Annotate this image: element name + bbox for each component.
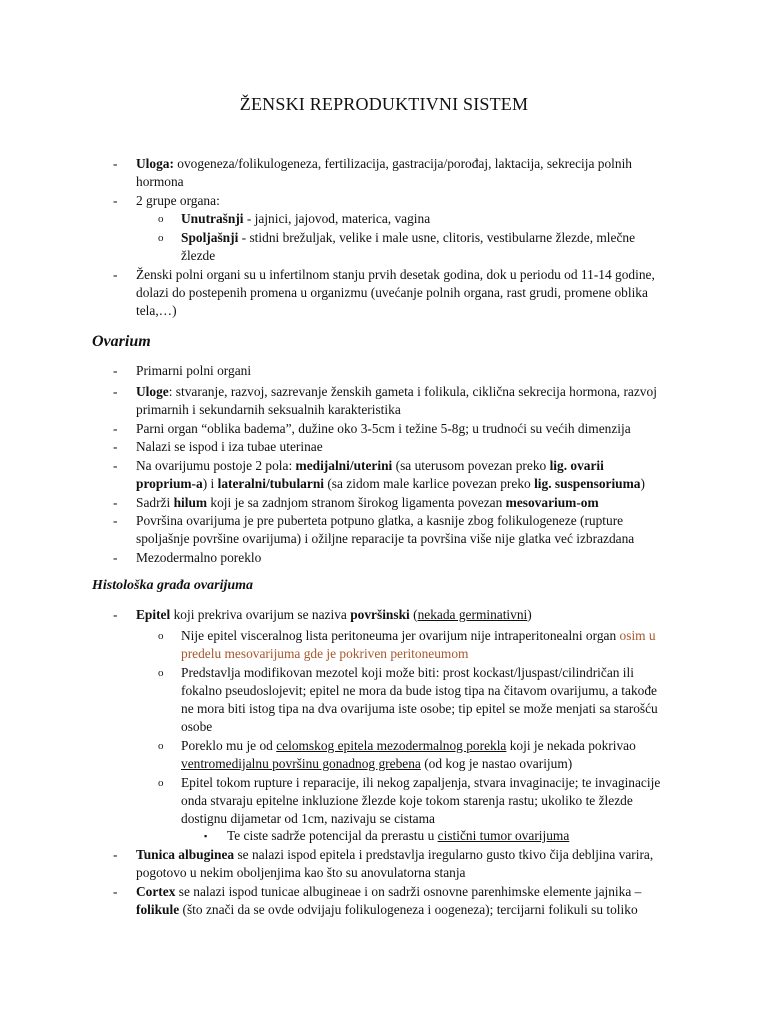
text-line: spoljašnje površine ovarijuma) i ožiljne reparacije ta površina više nije glatka već izbrazdana <box>136 531 635 546</box>
dash-bullet: - <box>113 550 118 565</box>
bold-term: površinski <box>350 607 410 622</box>
circle-bullet: o <box>158 667 164 679</box>
bold-term: lateralni/tubularni <box>217 476 324 491</box>
text-segment: Poreklo mu je od <box>181 738 277 753</box>
text-line: žlezde <box>181 248 216 263</box>
bold-term: Unutrašnji <box>181 211 244 226</box>
text-line: Ženski polni organi su u infertilnom stanju prvih desetak godina, dok u periodu od 11-14 godine, <box>136 267 655 282</box>
text-segment: - jajnici, jajovod, materica, vagina <box>243 211 431 226</box>
bold-term: folikule <box>136 902 180 917</box>
underlined-text: cistični tumor ovarijuma <box>437 828 570 843</box>
text-line: Površina ovarijuma je pre puberteta potpuno glatka, a kasnije zbog folikulogeneze (rupture <box>136 513 624 528</box>
bold-term: Spoljašnji <box>181 230 239 245</box>
text-line: Primarni polni organi <box>136 363 252 378</box>
section-heading-histology: Histološka građa ovarijuma <box>92 578 254 593</box>
cortex-line-2 <box>136 901 638 919</box>
bold-term: Tunica albuginea <box>136 847 235 862</box>
text-segment: (što znači da se ovde odvijaju folikulogeneza i oogeneza); tercijarni folikuli su toliko <box>179 902 638 917</box>
text-line: dolazi do postepenih promena u organizmu (uvećanje polnih organa, rast grudi, promene oblika <box>136 285 648 300</box>
text-segment: ) <box>640 476 645 491</box>
underlined-text: celomskog epitela mezodermalnog porekla <box>276 738 507 753</box>
circle-bullet: o <box>158 213 164 225</box>
bold-term: Uloga: <box>136 156 174 171</box>
bold-term: proprium-a <box>136 476 203 491</box>
dash-bullet: - <box>113 267 118 282</box>
text-segment: Na ovarijumu postoje 2 pola: <box>136 458 296 473</box>
uloge-line <box>136 383 657 401</box>
text-line: Mezodermalno poreklo <box>136 550 262 565</box>
text-line: ne mora biti istog tipa na dva ovarijuma iste osobe; tip epitel se može menjati sa starošću <box>181 701 658 716</box>
bold-term: lig. ovarii <box>549 458 604 473</box>
text-line: Parni organ “oblika badema”, dužine oko 3-5cm i težine 5-8g; u trudnoći su većih dimenzija <box>136 421 631 436</box>
text-segment: Te ciste sadrže potencijal da prerastu u <box>227 828 438 843</box>
text-segment: (sa zidom male karlice povezan preko <box>324 476 535 491</box>
origin-line-2 <box>181 755 572 773</box>
cyst-line <box>227 827 569 845</box>
text-line: onda stvaraju epitelne inkluzione žlezde koje tokom starenja rastu; ukoliko te žlezde <box>181 793 633 808</box>
text-line: Predstavlja modifikovan mezotel koji može biti: prost kockast/ljuspast/cilindričan ili <box>181 665 634 680</box>
text-segment: Nije epitel visceralnog lista peritoneuma jer ovarijum nije intraperitonealni organ <box>181 628 620 643</box>
text-segment: ( <box>409 607 418 622</box>
text-line: dostignu dijametar od 1cm, nazivaju se cistama <box>181 811 435 826</box>
underlined-text: ventromedijalnu površinu gonadnog grebena <box>181 756 421 771</box>
bold-term: hilum <box>173 495 208 510</box>
text-line: tela,…) <box>136 303 177 318</box>
section-heading-ovarium: Ovarium <box>92 333 151 350</box>
cortex-line <box>136 883 641 901</box>
bold-term: Cortex <box>136 884 176 899</box>
dash-bullet: - <box>113 156 118 171</box>
text-line: pogotovo u nekim oboljenjima kao što su anovulatorna stanja <box>136 865 466 880</box>
text-segment: Sadrži <box>136 495 174 510</box>
circle-bullet: o <box>158 740 164 752</box>
dash-bullet: - <box>113 458 118 473</box>
highlighted-text: osim u <box>619 628 656 643</box>
dash-bullet: - <box>113 607 118 622</box>
text-segment: koji je sa zadnjom stranom širokog ligamenta povezan <box>207 495 506 510</box>
text-line: fokalno pseudoslojevit; epitel ne mora da bude istog tipa na čitavom ovarijumu, a takođe <box>181 683 657 698</box>
epitel-line <box>136 606 532 624</box>
poles-line-2 <box>136 475 645 493</box>
text-line: hormona <box>136 174 184 189</box>
origin-line <box>181 737 636 755</box>
dash-bullet: - <box>113 495 118 510</box>
dash-bullet: - <box>113 513 118 528</box>
text-segment: koji je nekada pokrivao <box>506 738 636 753</box>
highlighted-line: predelu mesovarijuma gde je pokriven peritoneumom <box>181 646 469 661</box>
text-segment: (sa uterusom povezan preko <box>392 458 550 473</box>
dash-bullet: - <box>113 193 118 208</box>
poles-line <box>136 457 604 475</box>
dash-bullet: - <box>113 439 118 454</box>
text-segment: ) <box>527 607 532 622</box>
dash-bullet: - <box>113 363 118 378</box>
bold-term: Uloge <box>136 384 169 399</box>
text-segment: se nalazi ispod tunicae albugineae i on sadrži osnovne parenhimske elemente jajnika – <box>175 884 642 899</box>
unutrasnji-line <box>181 210 430 228</box>
bold-term: mesovarium-om <box>505 495 599 510</box>
dash-bullet: - <box>113 421 118 436</box>
intro-uloga-line <box>136 155 632 173</box>
underlined-text: nekada germinativni <box>417 607 528 622</box>
peritoneum-line <box>181 627 656 645</box>
text-line: Nalazi se ispod i iza tubae uterinae <box>136 439 323 454</box>
text-segment: koji prekriva ovarijum se naziva <box>170 607 351 622</box>
hilum-line <box>136 494 599 512</box>
dash-bullet: - <box>113 384 118 399</box>
circle-bullet: o <box>158 232 164 244</box>
bold-term: lig. suspensoriuma <box>534 476 641 491</box>
text-segment: (od kog je nastao ovarijum) <box>420 756 573 771</box>
dash-bullet: - <box>113 847 118 862</box>
square-bullet: ▪ <box>204 831 208 841</box>
circle-bullet: o <box>158 630 164 642</box>
spoljasnji-line <box>181 229 635 247</box>
text-segment: ovogeneza/folikulogeneza, fertilizacija, gastracija/porođaj, laktacija, sekrecija polnih <box>173 156 632 171</box>
dash-bullet: - <box>113 884 118 899</box>
text-line: 2 grupe organa: <box>136 193 220 208</box>
text-segment: se nalazi ispod epitela i predstavlja iregularno gusto tkivo čija debljina varira, <box>234 847 654 862</box>
text-line: Epitel tokom rupture i reparacije, ili nekog zapaljenja, stvara invaginacije; te invaginacije <box>181 775 661 790</box>
circle-bullet: o <box>158 777 164 789</box>
text-segment: : stvaranje, razvoj, sazrevanje ženskih gameta i folikula, ciklična sekrecija hormona, razvoj <box>168 384 657 399</box>
text-segment: - stidni brežuljak, velike i male usne, clitoris, vestibularne žlezde, mlečne <box>238 230 636 245</box>
text-segment: ) i <box>202 476 218 491</box>
page-title: ŽENSKI REPRODUKTIVNI SISTEM <box>239 94 529 114</box>
albuginea-line <box>136 846 653 864</box>
text-line: osobe <box>181 719 213 734</box>
bold-term: medijalni/uterini <box>295 458 393 473</box>
bold-term: Epitel <box>136 607 171 622</box>
text-line: primarnih i sekundarnih seksualnih karakteristika <box>136 402 401 417</box>
